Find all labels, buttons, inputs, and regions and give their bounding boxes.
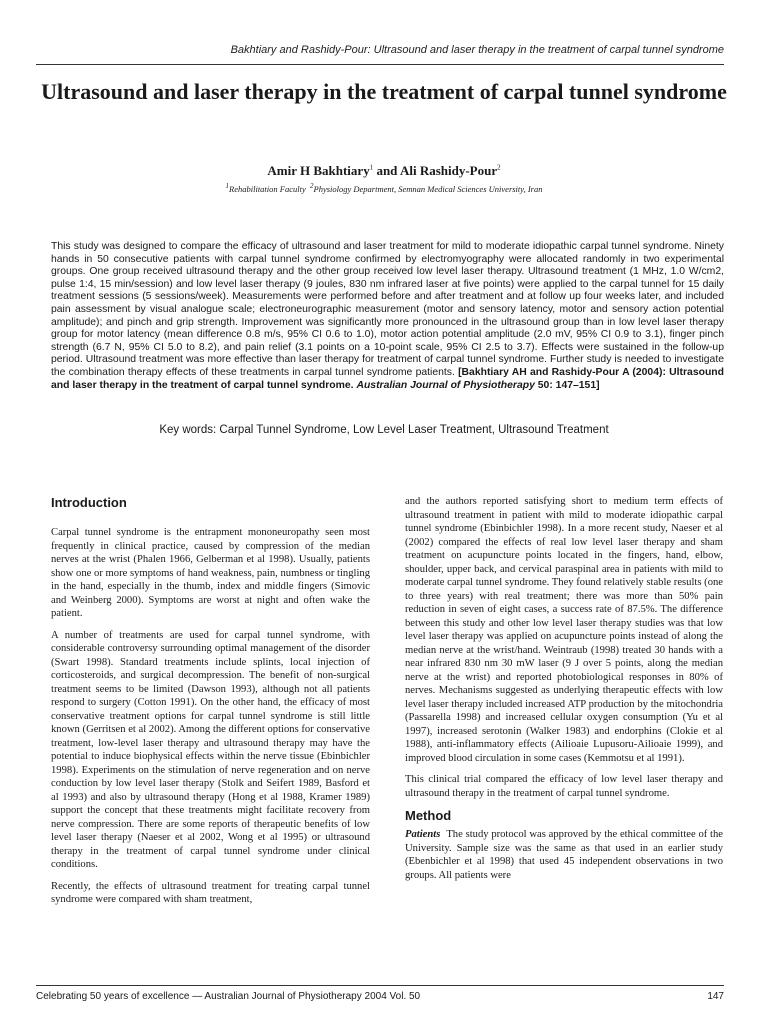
- affiliation-1-superscript: 1: [225, 182, 230, 190]
- author-line: [40, 163, 728, 179]
- citation-journal: Australian Journal of Physiotherapy: [356, 379, 535, 391]
- affiliation-2-superscript: 2: [310, 182, 314, 190]
- intro-paragraph-3: Recently, the effects of ultrasound treatment for treating carpal tunnel syndrome were compared with sham treatment,: [51, 880, 370, 905]
- header-rule: [36, 64, 724, 65]
- patients-text: The study protocol was approved by the ethical committee of the University. Sample size was the same as that used in an earlier study (Ebenbichler et al 1998) that used 45 independent observations in two groups. All patients were: [405, 829, 723, 881]
- abstract-text: This study was designed to compare the efficacy of ultrasound and laser treatment for mild to moderate idiopathic carpal tunnel syndrome. Ninety hands in 50 consecutive patients with carpal tunnel syndrome confirmed by electromyography were allocated randomly in two experimental groups. One group received ultrasound therapy and the other group received low level laser therapy. Ultrasound treatment (1 MHz, 1.0 W/cm2, pulse 1:4, 15 min/session) and low level laser therapy (9 joules, 830 nm infrared laser at five points) were applied to the carpal tunnel for 15 daily treatment sessions (5 sessions/week). Measurements were performed before and after treatment and at follow up four weeks later, and included pain assessment by visual analogue scale; electroneurographic measurement (motor and sensory latency, motor and sensory action potential amplitude); and pinch and grip strength. Improvement was significantly more pronounced in the ultrasound group than in low level laser therapy group for motor latency (mean difference 0.8 m/s, 95% CI 0.6 to 1.0), motor action potential amplitude (2.0 mV, 95% CI 0.9 to 3.1), finger pinch strength (6.7 N, 95% CI 5.0 to 8.2), and pain relief (3.1 points on a 10-point scale, 95% CI 2.5 to 3.7). Effects were sustained in the follow-up period. Ultrasound treatment was more effective than laser therapy for treatment of carpal tunnel syndrome. Further study is needed to investigate the combination therapy effects of these treatments in carpal tunnel syndrome patients.: [51, 241, 724, 378]
- patients-run-in-heading: Patients: [405, 829, 441, 840]
- intro-paragraph-2: A number of treatments are used for carpal tunnel syndrome, with considerable controversy surrounding optimal management of the disorder (Swart 1998). Standard treatments include splints, local injection of corticosteroids, and surgical decompression. The benefit of non-surgical treatment seems to be limited (Dawson 1993), although not all patients respond to surgery (Cotton 1991). On the other hand, the efficacy of most conservative treatment options for carpal tunnel syndrome is still little known (Gerritsen et al 2002). Among the different options for conservative treatment, low-level laser therapy and ultrasound therapy may have the potential to induce biophysical effects within the nerve tissue (Ebinbichler 1998). Experiments on the stimulation of nerve regeneration and on nerve conduction by low level laser therapy (Stolk and Seifert 1989, Basford et al 1993) and also by ultrasound therapy (Hong et al 1988, Kramer 1989) support the concept that these treatments might facilitate recovery from nerve compression. There are some reports of therapeutic benefits of low level laser therapy (Naeser et al 2002, Wong et al 1995) or ultrasound therapy in the treatment of carpal tunnel syndrome under clinical conditions.: [51, 629, 370, 870]
- patients-paragraph: [405, 828, 723, 882]
- author-1-superscript: 1: [369, 163, 374, 172]
- abstract: [51, 241, 724, 392]
- running-head: Bakhtiary and Rashidy-Pour: Ultrasound and laser therapy in the treatment of carpal tunnel syndrome: [230, 44, 724, 56]
- page-footer: [36, 991, 724, 1002]
- method-heading: Method: [405, 808, 452, 823]
- author-1: Amir H Bakhtiary: [267, 163, 370, 178]
- page-number: 147: [707, 991, 724, 1002]
- right-paragraph-1: and the authors reported satisfying short to medium term effects of ultrasound treatment in patient with mild to moderate idiopathic carpal tunnel syndrome (Ebinbichler 1998). In a more recent study, Naeser et al (2002) compared the effects of real low level laser therapy and sham treatment on acupuncture points located in the fingers, hand, elbow, shoulder, upper back, and cervical paraspinal area in patients with mild to moderate carpal tunnel syndrome. They found relatively stable results (one to three years) with real treatment; there was more than 50% pain reduction in seven of eight cases, a success rate of 87.5%. The difference between this study and other low level laser therapy studies was that low level laser therapy was applied on acupuncture points instead of along the median nerve at the wrist/hand. Weintraub (1998) treated 30 hands with a near infrared 830 nm 30 mW laser (9 J over 5 points, along the median nerve at the wrist) and reported photobiological responses in 80% of nerves. Mechanisms suggested as underlying therapeutic effects with low level laser therapy included increased ATP production by the mitochondria (Passarella 1998) and increased cellular oxygen consumption (Yu et al 1997), increased serotonin (Walker 1983) and endorphins (Clokie et al 1988), anti-inflammatory effects (Ailioaie Lupusoru-Ailioaie 1999), and improved blood circulation in some cases (Kemmotsu et al 1991).: [405, 496, 723, 764]
- affiliation-1: Rehabilitation Faculty: [229, 183, 306, 194]
- right-column: [405, 495, 723, 890]
- affiliations: [40, 182, 728, 194]
- citation-tail: 50: 147–151]: [534, 379, 600, 391]
- keywords: Key words: Carpal Tunnel Syndrome, Low Level Laser Treatment, Ultrasound Treatment: [159, 424, 609, 436]
- left-column: [51, 495, 370, 915]
- footer-rule: [36, 985, 724, 986]
- author-2: Ali Rashidy-Pour: [399, 163, 498, 178]
- citation-lead: [Bakhtiary AH and Rashidy-Pour A (2004): Ultrasound and laser therapy in the treatment of carpal tunnel syndrome.: [51, 366, 724, 391]
- right-paragraph-2: This clinical trial compared the efficacy of low level laser therapy and ultrasound therapy in the treatment of carpal tunnel syndrome.: [405, 774, 723, 799]
- author-2-superscript: 2: [497, 163, 501, 172]
- article-title: Ultrasound and laser therapy in the treatment of carpal tunnel syndrome: [41, 79, 727, 104]
- footer-journal-line: Celebrating 50 years of excellence — Australian Journal of Physiotherapy 2004 Vol. 50: [36, 991, 421, 1002]
- introduction-heading: Introduction: [51, 495, 127, 510]
- author-conjunction: and: [373, 163, 400, 178]
- affiliation-2: Physiology Department, Semnan Medical Sciences University, Iran: [313, 183, 543, 194]
- intro-paragraph-1: Carpal tunnel syndrome is the entrapment mononeuropathy seen most frequently in clinical practice, caused by compression of the median nerves at the wrist (Phalen 1966, Gelberman et al 1998). Usually, patients show one or more symptoms of hand weakness, pain, numbness or tingling in the hand, especially in the thumb, index and middle fingers (Simovic and Weinberg 2000). Symptoms are worst at night and often wake the patient.: [51, 527, 370, 619]
